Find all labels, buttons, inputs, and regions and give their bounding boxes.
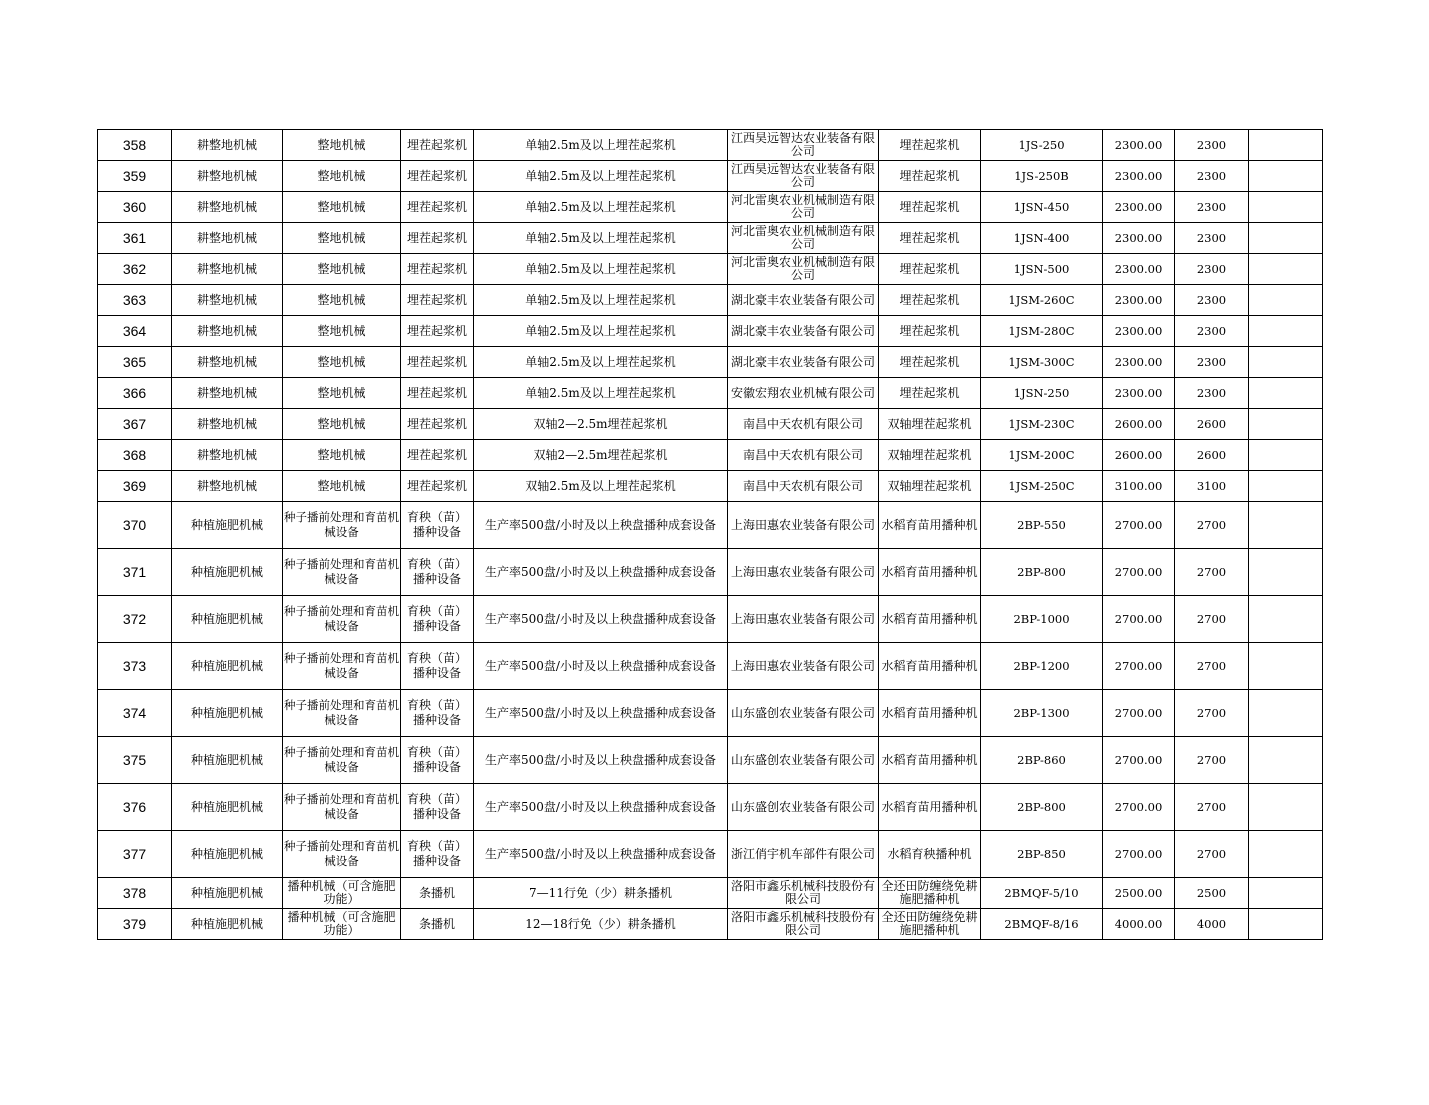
row-number-cell: 361 <box>98 223 172 254</box>
manufacturer-cell: 河北雷奥农业机械制造有限公司 <box>728 192 879 223</box>
note-cell <box>1249 690 1323 737</box>
model-cell: 2BMQF-8/16 <box>981 909 1103 940</box>
manufacturer-cell: 上海田惠农业装备有限公司 <box>728 596 879 643</box>
row-number-cell: 364 <box>98 316 172 347</box>
category-cell: 耕整地机械 <box>172 161 283 192</box>
grade-cell: 单轴2.5m及以上埋茬起浆机 <box>474 223 728 254</box>
table-row <box>98 378 1323 409</box>
manufacturer-cell: 湖北豪丰农业装备有限公司 <box>728 316 879 347</box>
grade-cell: 生产率500盘/小时及以上秧盘播种成套设备 <box>474 831 728 878</box>
model-cell: 1JSM-200C <box>981 440 1103 471</box>
item-cell: 埋茬起浆机 <box>401 409 474 440</box>
category-cell: 种植施肥机械 <box>172 643 283 690</box>
grade-cell: 单轴2.5m及以上埋茬起浆机 <box>474 161 728 192</box>
note-cell <box>1249 285 1323 316</box>
table-row <box>98 440 1323 471</box>
note-cell <box>1249 549 1323 596</box>
note-cell <box>1249 409 1323 440</box>
subsidy-cell: 3100 <box>1175 471 1249 502</box>
category-cell: 种植施肥机械 <box>172 831 283 878</box>
table-row <box>98 347 1323 378</box>
subcategory-cell: 整地机械 <box>283 316 401 347</box>
model-cell: 1JSM-260C <box>981 285 1103 316</box>
subcategory-cell: 种子播前处理和育苗机械设备 <box>283 596 401 643</box>
subcategory-cell: 整地机械 <box>283 440 401 471</box>
model-cell: 1JS-250B <box>981 161 1103 192</box>
subsidy-cell: 2600 <box>1175 409 1249 440</box>
item-cell: 育秧（苗）播种设备 <box>401 549 474 596</box>
subsidy-cell: 2700 <box>1175 549 1249 596</box>
subcategory-cell: 整地机械 <box>283 223 401 254</box>
subcategory-cell: 种子播前处理和育苗机械设备 <box>283 643 401 690</box>
category-cell: 种植施肥机械 <box>172 784 283 831</box>
subcategory-cell: 整地机械 <box>283 409 401 440</box>
table-row <box>98 784 1323 831</box>
category-cell: 种植施肥机械 <box>172 909 283 940</box>
row-number-cell: 379 <box>98 909 172 940</box>
item-cell: 埋茬起浆机 <box>401 223 474 254</box>
grade-cell: 生产率500盘/小时及以上秧盘播种成套设备 <box>474 502 728 549</box>
row-number-cell: 371 <box>98 549 172 596</box>
row-number-cell: 359 <box>98 161 172 192</box>
category-cell: 耕整地机械 <box>172 471 283 502</box>
note-cell <box>1249 347 1323 378</box>
grade-cell: 生产率500盘/小时及以上秧盘播种成套设备 <box>474 784 728 831</box>
note-cell <box>1249 831 1323 878</box>
subcategory-cell: 播种机械（可含施肥功能） <box>283 909 401 940</box>
table-row <box>98 909 1323 940</box>
central-subsidy-cell: 2700.00 <box>1103 690 1175 737</box>
central-subsidy-cell: 2700.00 <box>1103 549 1175 596</box>
item-cell: 条播机 <box>401 909 474 940</box>
product-name-cell: 埋茬起浆机 <box>879 316 981 347</box>
subsidy-table <box>97 129 1323 940</box>
manufacturer-cell: 上海田惠农业装备有限公司 <box>728 502 879 549</box>
manufacturer-cell: 湖北豪丰农业装备有限公司 <box>728 347 879 378</box>
grade-cell: 12—18行免（少）耕条播机 <box>474 909 728 940</box>
subsidy-cell: 2300 <box>1175 254 1249 285</box>
central-subsidy-cell: 2300.00 <box>1103 161 1175 192</box>
grade-cell: 双轴2—2.5m埋茬起浆机 <box>474 409 728 440</box>
note-cell <box>1249 378 1323 409</box>
row-number-cell: 367 <box>98 409 172 440</box>
note-cell <box>1249 471 1323 502</box>
category-cell: 种植施肥机械 <box>172 878 283 909</box>
note-cell <box>1249 737 1323 784</box>
note-cell <box>1249 254 1323 285</box>
subsidy-cell: 2500 <box>1175 878 1249 909</box>
item-cell: 埋茬起浆机 <box>401 440 474 471</box>
note-cell <box>1249 192 1323 223</box>
table-row <box>98 878 1323 909</box>
manufacturer-cell: 浙江俏宇机车部件有限公司 <box>728 831 879 878</box>
subcategory-cell: 播种机械（可含施肥功能） <box>283 878 401 909</box>
row-number-cell: 363 <box>98 285 172 316</box>
product-name-cell: 水稻育秧播种机 <box>879 831 981 878</box>
table-row <box>98 223 1323 254</box>
product-name-cell: 水稻育苗用播种机 <box>879 690 981 737</box>
central-subsidy-cell: 2700.00 <box>1103 502 1175 549</box>
grade-cell: 7—11行免（少）耕条播机 <box>474 878 728 909</box>
subsidy-cell: 2700 <box>1175 831 1249 878</box>
manufacturer-cell: 安徽宏翔农业机械有限公司 <box>728 378 879 409</box>
model-cell: 2BP-860 <box>981 737 1103 784</box>
central-subsidy-cell: 2300.00 <box>1103 316 1175 347</box>
item-cell: 育秧（苗）播种设备 <box>401 596 474 643</box>
subcategory-cell: 种子播前处理和育苗机械设备 <box>283 502 401 549</box>
subsidy-cell: 2700 <box>1175 737 1249 784</box>
item-cell: 埋茬起浆机 <box>401 347 474 378</box>
row-number-cell: 358 <box>98 130 172 161</box>
product-name-cell: 水稻育苗用播种机 <box>879 784 981 831</box>
table-row <box>98 831 1323 878</box>
subcategory-cell: 种子播前处理和育苗机械设备 <box>283 784 401 831</box>
grade-cell: 单轴2.5m及以上埋茬起浆机 <box>474 192 728 223</box>
item-cell: 埋茬起浆机 <box>401 471 474 502</box>
row-number-cell: 366 <box>98 378 172 409</box>
grade-cell: 双轴2.5m及以上埋茬起浆机 <box>474 471 728 502</box>
central-subsidy-cell: 2300.00 <box>1103 130 1175 161</box>
grade-cell: 双轴2—2.5m埋茬起浆机 <box>474 440 728 471</box>
table-row <box>98 471 1323 502</box>
manufacturer-cell: 南昌中天农机有限公司 <box>728 440 879 471</box>
table-row <box>98 285 1323 316</box>
table-row <box>98 643 1323 690</box>
subcategory-cell: 种子播前处理和育苗机械设备 <box>283 737 401 784</box>
central-subsidy-cell: 2300.00 <box>1103 223 1175 254</box>
table-row <box>98 596 1323 643</box>
category-cell: 耕整地机械 <box>172 440 283 471</box>
table-row <box>98 192 1323 223</box>
product-name-cell: 双轴埋茬起浆机 <box>879 409 981 440</box>
central-subsidy-cell: 2300.00 <box>1103 347 1175 378</box>
category-cell: 耕整地机械 <box>172 223 283 254</box>
row-number-cell: 376 <box>98 784 172 831</box>
row-number-cell: 373 <box>98 643 172 690</box>
subcategory-cell: 整地机械 <box>283 161 401 192</box>
grade-cell: 生产率500盘/小时及以上秧盘播种成套设备 <box>474 737 728 784</box>
central-subsidy-cell: 2600.00 <box>1103 409 1175 440</box>
row-number-cell: 378 <box>98 878 172 909</box>
category-cell: 种植施肥机械 <box>172 549 283 596</box>
category-cell: 耕整地机械 <box>172 254 283 285</box>
subsidy-cell: 2300 <box>1175 223 1249 254</box>
category-cell: 种植施肥机械 <box>172 502 283 549</box>
manufacturer-cell: 江西昊远智达农业装备有限公司 <box>728 130 879 161</box>
table-body <box>98 130 1323 940</box>
subsidy-cell: 2300 <box>1175 285 1249 316</box>
manufacturer-cell: 河北雷奥农业机械制造有限公司 <box>728 254 879 285</box>
manufacturer-cell: 江西昊远智达农业装备有限公司 <box>728 161 879 192</box>
grade-cell: 单轴2.5m及以上埋茬起浆机 <box>474 316 728 347</box>
note-cell <box>1249 909 1323 940</box>
category-cell: 耕整地机械 <box>172 378 283 409</box>
row-number-cell: 375 <box>98 737 172 784</box>
manufacturer-cell: 山东盛创农业装备有限公司 <box>728 690 879 737</box>
model-cell: 1JSN-400 <box>981 223 1103 254</box>
category-cell: 种植施肥机械 <box>172 596 283 643</box>
item-cell: 埋茬起浆机 <box>401 378 474 409</box>
row-number-cell: 365 <box>98 347 172 378</box>
central-subsidy-cell: 3100.00 <box>1103 471 1175 502</box>
model-cell: 2BMQF-5/10 <box>981 878 1103 909</box>
subcategory-cell: 整地机械 <box>283 347 401 378</box>
table-row <box>98 502 1323 549</box>
model-cell: 2BP-1000 <box>981 596 1103 643</box>
note-cell <box>1249 130 1323 161</box>
note-cell <box>1249 223 1323 254</box>
subcategory-cell: 整地机械 <box>283 192 401 223</box>
grade-cell: 生产率500盘/小时及以上秧盘播种成套设备 <box>474 596 728 643</box>
manufacturer-cell: 南昌中天农机有限公司 <box>728 471 879 502</box>
note-cell <box>1249 596 1323 643</box>
model-cell: 1JSM-300C <box>981 347 1103 378</box>
item-cell: 育秧（苗）播种设备 <box>401 784 474 831</box>
product-name-cell: 埋茬起浆机 <box>879 378 981 409</box>
table-row <box>98 254 1323 285</box>
subcategory-cell: 种子播前处理和育苗机械设备 <box>283 690 401 737</box>
product-name-cell: 水稻育苗用播种机 <box>879 596 981 643</box>
subsidy-cell: 2700 <box>1175 596 1249 643</box>
grade-cell: 单轴2.5m及以上埋茬起浆机 <box>474 254 728 285</box>
model-cell: 1JSN-500 <box>981 254 1103 285</box>
subcategory-cell: 种子播前处理和育苗机械设备 <box>283 549 401 596</box>
manufacturer-cell: 山东盛创农业装备有限公司 <box>728 784 879 831</box>
subcategory-cell: 整地机械 <box>283 285 401 316</box>
category-cell: 耕整地机械 <box>172 285 283 316</box>
central-subsidy-cell: 2600.00 <box>1103 440 1175 471</box>
manufacturer-cell: 洛阳市鑫乐机械科技股份有限公司 <box>728 909 879 940</box>
note-cell <box>1249 784 1323 831</box>
row-number-cell: 377 <box>98 831 172 878</box>
product-name-cell: 埋茬起浆机 <box>879 223 981 254</box>
manufacturer-cell: 上海田惠农业装备有限公司 <box>728 643 879 690</box>
product-name-cell: 双轴埋茬起浆机 <box>879 471 981 502</box>
row-number-cell: 362 <box>98 254 172 285</box>
model-cell: 2BP-1300 <box>981 690 1103 737</box>
subsidy-cell: 2700 <box>1175 784 1249 831</box>
model-cell: 1JSM-280C <box>981 316 1103 347</box>
manufacturer-cell: 洛阳市鑫乐机械科技股份有限公司 <box>728 878 879 909</box>
item-cell: 埋茬起浆机 <box>401 254 474 285</box>
subcategory-cell: 整地机械 <box>283 254 401 285</box>
grade-cell: 单轴2.5m及以上埋茬起浆机 <box>474 378 728 409</box>
subsidy-cell: 2300 <box>1175 161 1249 192</box>
item-cell: 育秧（苗）播种设备 <box>401 502 474 549</box>
row-number-cell: 369 <box>98 471 172 502</box>
subsidy-cell: 2700 <box>1175 690 1249 737</box>
manufacturer-cell: 山东盛创农业装备有限公司 <box>728 737 879 784</box>
category-cell: 耕整地机械 <box>172 347 283 378</box>
note-cell <box>1249 440 1323 471</box>
model-cell: 2BP-800 <box>981 549 1103 596</box>
note-cell <box>1249 161 1323 192</box>
item-cell: 埋茬起浆机 <box>401 192 474 223</box>
grade-cell: 单轴2.5m及以上埋茬起浆机 <box>474 347 728 378</box>
grade-cell: 单轴2.5m及以上埋茬起浆机 <box>474 285 728 316</box>
manufacturer-cell: 上海田惠农业装备有限公司 <box>728 549 879 596</box>
model-cell: 1JSN-250 <box>981 378 1103 409</box>
product-name-cell: 埋茬起浆机 <box>879 130 981 161</box>
subsidy-cell: 2300 <box>1175 378 1249 409</box>
product-name-cell: 埋茬起浆机 <box>879 254 981 285</box>
table-row <box>98 409 1323 440</box>
product-name-cell: 水稻育苗用播种机 <box>879 549 981 596</box>
subcategory-cell: 整地机械 <box>283 130 401 161</box>
note-cell <box>1249 643 1323 690</box>
item-cell: 育秧（苗）播种设备 <box>401 690 474 737</box>
grade-cell: 生产率500盘/小时及以上秧盘播种成套设备 <box>474 643 728 690</box>
table-row <box>98 737 1323 784</box>
model-cell: 2BP-1200 <box>981 643 1103 690</box>
row-number-cell: 360 <box>98 192 172 223</box>
row-number-cell: 368 <box>98 440 172 471</box>
item-cell: 条播机 <box>401 878 474 909</box>
category-cell: 耕整地机械 <box>172 409 283 440</box>
model-cell: 2BP-550 <box>981 502 1103 549</box>
item-cell: 埋茬起浆机 <box>401 130 474 161</box>
grade-cell: 单轴2.5m及以上埋茬起浆机 <box>474 130 728 161</box>
central-subsidy-cell: 2700.00 <box>1103 784 1175 831</box>
central-subsidy-cell: 2700.00 <box>1103 831 1175 878</box>
model-cell: 1JS-250 <box>981 130 1103 161</box>
item-cell: 埋茬起浆机 <box>401 161 474 192</box>
manufacturer-cell: 南昌中天农机有限公司 <box>728 409 879 440</box>
product-name-cell: 水稻育苗用播种机 <box>879 502 981 549</box>
central-subsidy-cell: 2300.00 <box>1103 285 1175 316</box>
category-cell: 耕整地机械 <box>172 316 283 347</box>
item-cell: 育秧（苗）播种设备 <box>401 831 474 878</box>
table-row <box>98 130 1323 161</box>
category-cell: 种植施肥机械 <box>172 737 283 784</box>
row-number-cell: 374 <box>98 690 172 737</box>
subsidy-cell: 2300 <box>1175 192 1249 223</box>
central-subsidy-cell: 2300.00 <box>1103 254 1175 285</box>
table-row <box>98 316 1323 347</box>
central-subsidy-cell: 2500.00 <box>1103 878 1175 909</box>
subsidy-cell: 2600 <box>1175 440 1249 471</box>
manufacturer-cell: 河北雷奥农业机械制造有限公司 <box>728 223 879 254</box>
central-subsidy-cell: 2300.00 <box>1103 378 1175 409</box>
subsidy-cell: 2300 <box>1175 347 1249 378</box>
central-subsidy-cell: 2300.00 <box>1103 192 1175 223</box>
note-cell <box>1249 878 1323 909</box>
product-name-cell: 埋茬起浆机 <box>879 285 981 316</box>
product-name-cell: 水稻育苗用播种机 <box>879 643 981 690</box>
central-subsidy-cell: 2700.00 <box>1103 737 1175 784</box>
grade-cell: 生产率500盘/小时及以上秧盘播种成套设备 <box>474 549 728 596</box>
item-cell: 育秧（苗）播种设备 <box>401 643 474 690</box>
subsidy-cell: 2300 <box>1175 130 1249 161</box>
product-name-cell: 埋茬起浆机 <box>879 347 981 378</box>
note-cell <box>1249 502 1323 549</box>
product-name-cell: 水稻育苗用播种机 <box>879 737 981 784</box>
product-name-cell: 双轴埋茬起浆机 <box>879 440 981 471</box>
grade-cell: 生产率500盘/小时及以上秧盘播种成套设备 <box>474 690 728 737</box>
subsidy-cell: 2700 <box>1175 643 1249 690</box>
model-cell: 1JSM-230C <box>981 409 1103 440</box>
table-row <box>98 549 1323 596</box>
central-subsidy-cell: 2700.00 <box>1103 643 1175 690</box>
table-row <box>98 690 1323 737</box>
product-name-cell: 全还田防缠绕免耕施肥播种机 <box>879 878 981 909</box>
category-cell: 耕整地机械 <box>172 130 283 161</box>
model-cell: 1JSN-450 <box>981 192 1103 223</box>
model-cell: 2BP-800 <box>981 784 1103 831</box>
central-subsidy-cell: 4000.00 <box>1103 909 1175 940</box>
product-name-cell: 全还田防缠绕免耕施肥播种机 <box>879 909 981 940</box>
subcategory-cell: 整地机械 <box>283 378 401 409</box>
table-row <box>98 161 1323 192</box>
subsidy-cell: 2300 <box>1175 316 1249 347</box>
manufacturer-cell: 湖北豪丰农业装备有限公司 <box>728 285 879 316</box>
subsidy-cell: 4000 <box>1175 909 1249 940</box>
note-cell <box>1249 316 1323 347</box>
category-cell: 种植施肥机械 <box>172 690 283 737</box>
item-cell: 育秧（苗）播种设备 <box>401 737 474 784</box>
model-cell: 1JSM-250C <box>981 471 1103 502</box>
row-number-cell: 372 <box>98 596 172 643</box>
product-name-cell: 埋茬起浆机 <box>879 192 981 223</box>
subsidy-cell: 2700 <box>1175 502 1249 549</box>
item-cell: 埋茬起浆机 <box>401 285 474 316</box>
subcategory-cell: 整地机械 <box>283 471 401 502</box>
subcategory-cell: 种子播前处理和育苗机械设备 <box>283 831 401 878</box>
product-name-cell: 埋茬起浆机 <box>879 161 981 192</box>
central-subsidy-cell: 2700.00 <box>1103 596 1175 643</box>
model-cell: 2BP-850 <box>981 831 1103 878</box>
item-cell: 埋茬起浆机 <box>401 316 474 347</box>
category-cell: 耕整地机械 <box>172 192 283 223</box>
row-number-cell: 370 <box>98 502 172 549</box>
